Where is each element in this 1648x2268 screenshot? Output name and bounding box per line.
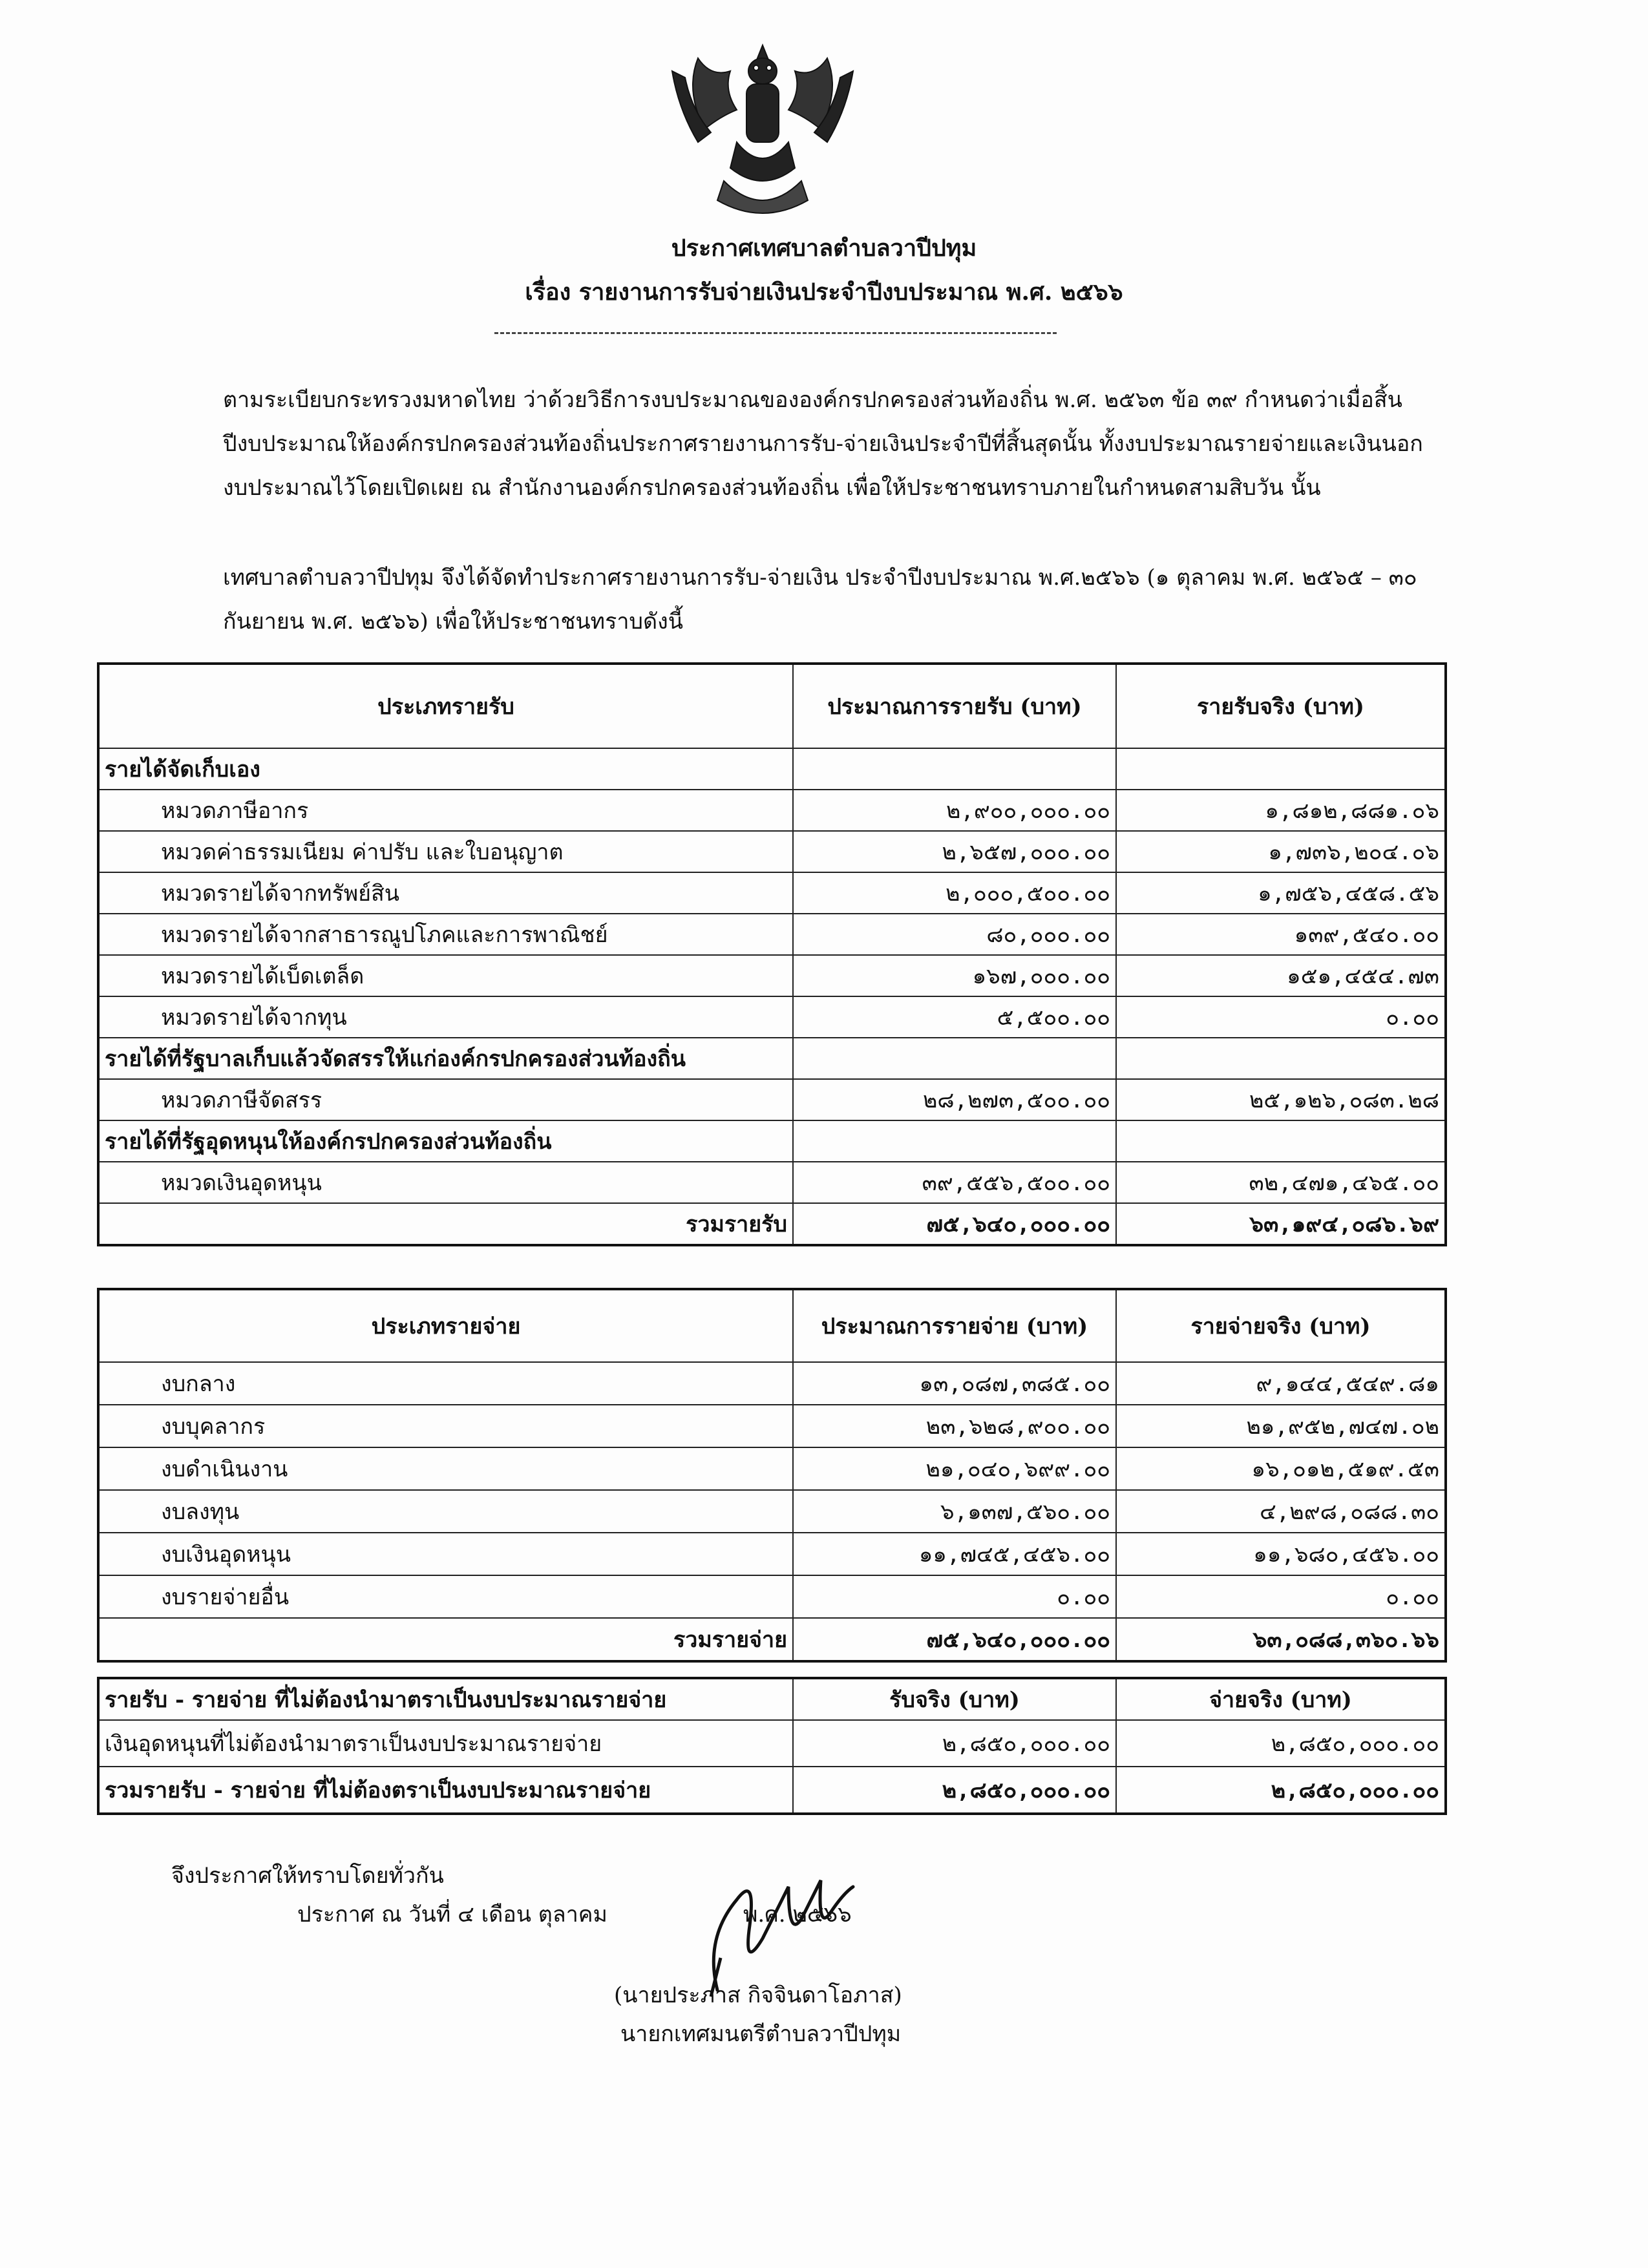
actual-value (1116, 1120, 1446, 1162)
total-actual: ๖๓,๑๙๔,๐๘๖.๖๙ (1116, 1203, 1446, 1245)
table-row (98, 1362, 1446, 1405)
announcement-date: ประกาศ ณ วันที่ ๔ เดือน ตุลาคม (297, 1902, 607, 1927)
intro-paragraph-2: เทศบาลตำบลวาปีปทุม จึงได้จัดทำประกาศรายงานการรับ-จ่ายเงิน ประจำปีงบประมาณ พ.ศ.๒๕๖๖ (๑ ตุลาคม พ.ศ. ๒๕๖๕ – ๓๐ กันยายน พ.ศ. ๒๕๖๖) เพื่อให้ประชาชนทราบดังนี้ (223, 565, 1417, 635)
actual-value (1116, 1038, 1446, 1079)
estimate-value (793, 1038, 1116, 1079)
row-label: หมวดเงินอุดหนุน (98, 1162, 793, 1203)
table-row (98, 790, 1446, 831)
row-label: งบลงทุน (98, 1490, 793, 1533)
row-label: หมวดภาษีอากร (98, 790, 793, 831)
estimate-value: ๒๑,๐๔๐,๖๙๙.๐๐ (793, 1447, 1116, 1490)
signer-title: นายกเทศมนตรีตำบลวาปีปทุม (620, 2021, 902, 2047)
actual-value: ๑,๘๑๒,๘๘๑.๐๖ (1116, 790, 1446, 831)
expense-table (97, 1288, 1447, 1663)
column-header: ประเภทรายรับ (98, 664, 793, 748)
estimate-value: ๑๓,๐๘๗,๓๘๕.๐๐ (793, 1362, 1116, 1405)
table-row (98, 1490, 1446, 1533)
row-label: หมวดรายได้จากสาธารณูปโภคและการพาณิชย์ (98, 914, 793, 955)
total-label: รวมรายจ่าย (98, 1618, 793, 1661)
total-label: รวมรายรับ (98, 1203, 793, 1245)
actual-value: ๒๕,๑๒๖,๐๘๓.๒๘ (1116, 1079, 1446, 1120)
revenue-group-row (98, 1038, 1446, 1079)
actual-value: ๙,๑๔๔,๕๔๙.๘๑ (1116, 1362, 1446, 1405)
table-row (98, 872, 1446, 914)
total-estimate: ๗๕,๖๔๐,๐๐๐.๐๐ (793, 1618, 1116, 1661)
estimate-value: ๑๖๗,๐๐๐.๐๐ (793, 955, 1116, 996)
row-label: หมวดภาษีจัดสรร (98, 1079, 793, 1120)
row-label: รายได้ที่รัฐบาลเก็บแล้วจัดสรรให้แก่องค์กรปกครองส่วนท้องถิ่น (98, 1038, 793, 1079)
table-row (98, 996, 1446, 1038)
paid-value: ๒,๘๕๐,๐๐๐.๐๐ (1116, 1720, 1446, 1767)
total-received: ๒,๘๕๐,๐๐๐.๐๐ (793, 1767, 1116, 1814)
row-label: รายได้จัดเก็บเอง (98, 748, 793, 790)
row-label: งบดำเนินงาน (98, 1447, 793, 1490)
garuda-emblem-icon (659, 32, 866, 226)
estimate-value: ๕,๕๐๐.๐๐ (793, 996, 1116, 1038)
actual-value: ๑๓๙,๕๔๐.๐๐ (1116, 914, 1446, 955)
table-row (98, 1079, 1446, 1120)
actual-value: ๑๖,๐๑๒,๕๑๙.๕๓ (1116, 1447, 1446, 1490)
table-row (98, 831, 1446, 872)
row-label: หมวดค่าธรรมเนียม ค่าปรับ และใบอนุญาต (98, 831, 793, 872)
estimate-value: ๒,๙๐๐,๐๐๐.๐๐ (793, 790, 1116, 831)
row-label: หมวดรายได้เบ็ดเตล็ด (98, 955, 793, 996)
actual-value: ๐.๐๐ (1116, 1575, 1446, 1618)
revenue-group-row (98, 748, 1446, 790)
column-header: รายรับ - รายจ่าย ที่ไม่ต้องนำมาตราเป็นงบประมาณรายจ่าย (98, 1678, 793, 1720)
row-label: งบบุคลากร (98, 1405, 793, 1447)
table-row (98, 914, 1446, 955)
nonbudget-total-row (98, 1767, 1446, 1814)
table-row (98, 1405, 1446, 1447)
column-header: ประมาณการรายรับ (บาท) (793, 664, 1116, 748)
expense-total-row (98, 1618, 1446, 1661)
revenue-table (97, 662, 1447, 1246)
row-label: หมวดรายได้จากทุน (98, 996, 793, 1038)
total-estimate: ๗๕,๖๔๐,๐๐๐.๐๐ (793, 1203, 1116, 1245)
table-row (98, 1720, 1446, 1767)
announcement-year: พ.ศ. ๒๕๖๖ (743, 1902, 852, 1927)
signer-name: (นายประภาส กิจจินดาโอภาส) (614, 1982, 902, 2008)
actual-value: ๐.๐๐ (1116, 996, 1446, 1038)
row-label: เงินอุดหนุนที่ไม่ต้องนำมาตราเป็นงบประมาณรายจ่าย (98, 1720, 793, 1767)
total-label: รวมรายรับ - รายจ่าย ที่ไม่ต้องตราเป็นงบประมาณรายจ่าย (98, 1767, 793, 1814)
actual-value: ๓๒,๔๗๑,๔๖๕.๐๐ (1116, 1162, 1446, 1203)
actual-value (1116, 748, 1446, 790)
announcement-title: ประกาศเทศบาลตำบลวาปีปทุม (671, 235, 977, 262)
column-header: รับจริง (บาท) (793, 1678, 1116, 1720)
table-row (98, 955, 1446, 996)
estimate-value: ๓๙,๕๕๖,๕๐๐.๐๐ (793, 1162, 1116, 1203)
total-actual: ๖๓,๐๘๘,๓๖๐.๖๖ (1116, 1618, 1446, 1661)
row-label: งบกลาง (98, 1362, 793, 1405)
table-row (98, 1447, 1446, 1490)
column-header: จ่ายจริง (บาท) (1116, 1678, 1446, 1720)
row-label: งบรายจ่ายอื่น (98, 1575, 793, 1618)
actual-value: ๑,๗๕๖,๔๕๘.๕๖ (1116, 872, 1446, 914)
row-label: งบเงินอุดหนุน (98, 1533, 793, 1575)
table-row (98, 1162, 1446, 1203)
actual-value: ๑,๗๓๖,๒๐๔.๐๖ (1116, 831, 1446, 872)
estimate-value (793, 1120, 1116, 1162)
estimate-value: ๒,๐๐๐,๕๐๐.๐๐ (793, 872, 1116, 914)
row-label: หมวดรายได้จากทรัพย์สิน (98, 872, 793, 914)
column-header: รายจ่ายจริง (บาท) (1116, 1289, 1446, 1362)
column-header: ประมาณการรายจ่าย (บาท) (793, 1289, 1116, 1362)
revenue-total-row (98, 1203, 1446, 1245)
actual-value: ๑๕๑,๔๕๔.๗๓ (1116, 955, 1446, 996)
nonbudget-table (97, 1677, 1447, 1815)
estimate-value (793, 748, 1116, 790)
estimate-value: ๒๓,๖๒๘,๙๐๐.๐๐ (793, 1405, 1116, 1447)
announcement-subject: เรื่อง รายงานการรับจ่ายเงินประจำปีงบประมาณ พ.ศ. ๒๕๖๖ (525, 278, 1123, 306)
estimate-value: ๒,๖๕๗,๐๐๐.๐๐ (793, 831, 1116, 872)
actual-value: ๑๑,๖๘๐,๔๕๖.๐๐ (1116, 1533, 1446, 1575)
revenue-group-row (98, 1120, 1446, 1162)
column-header: รายรับจริง (บาท) (1116, 664, 1446, 748)
received-value: ๒,๘๕๐,๐๐๐.๐๐ (793, 1720, 1116, 1767)
actual-value: ๒๑,๙๕๒,๗๔๗.๐๒ (1116, 1405, 1446, 1447)
column-header: ประเภทรายจ่าย (98, 1289, 793, 1362)
estimate-value: ๑๑,๗๔๕,๔๕๖.๐๐ (793, 1533, 1116, 1575)
row-label: รายได้ที่รัฐอุดหนุนให้องค์กรปกครองส่วนท้องถิ่น (98, 1120, 793, 1162)
table-row (98, 1575, 1446, 1618)
estimate-value: ๖,๑๓๗,๕๖๐.๐๐ (793, 1490, 1116, 1533)
closing-announcement: จึงประกาศให้ทราบโดยทั่วกัน (171, 1863, 444, 1889)
intro-paragraph-1: ตามระเบียบกระทรวงมหาดไทย ว่าด้วยวิธีการงบประมาณขององค์กรปกครองส่วนท้องถิ่น พ.ศ. ๒๕๖๓ ข้อ ๓๙ กำหนดว่าเมื่อสิ้นปีงบประมาณให้องค์กรปกครองส่วนท้องถิ่นประกาศรายงานการรับ-จ่ายเงินประจำปีที่สิ้นสุดนั้น ทั้งงบประมาณรายจ่ายและเงินนอกงบประมาณไว้โดยเปิดเผย ณ สำนักงานองค์กรปกครองส่วนท้องถิ่น เพื่อให้ประชาชนทราบภายในกำหนดสามสิบวัน นั้น (223, 387, 1423, 501)
estimate-value: ๐.๐๐ (793, 1575, 1116, 1618)
estimate-value: ๘๐,๐๐๐.๐๐ (793, 914, 1116, 955)
dashed-divider (494, 332, 1057, 334)
total-paid: ๒,๘๕๐,๐๐๐.๐๐ (1116, 1767, 1446, 1814)
table-row (98, 1533, 1446, 1575)
actual-value: ๔,๒๙๘,๐๘๘.๓๐ (1116, 1490, 1446, 1533)
estimate-value: ๒๘,๒๗๓,๕๐๐.๐๐ (793, 1079, 1116, 1120)
